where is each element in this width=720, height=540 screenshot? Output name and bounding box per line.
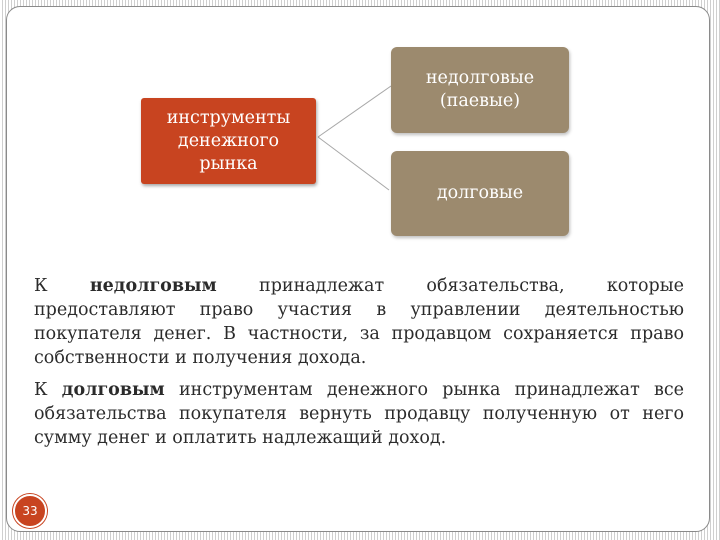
root-node-label: инструменты денежного рынка (166, 107, 291, 174)
paragraph-non-debt (34, 274, 684, 370)
branch-node-debt-label: долговые (436, 183, 524, 203)
page-number-badge (13, 494, 47, 528)
branch-node-non-debt-label: недолговые (паевые) (425, 68, 535, 111)
body-text (34, 274, 684, 450)
paragraph-debt-body: инструментам денежного рынка принадлежат все обязательства покупателя вернуть продавцу полученную от него сумму денег и оплатить надлежащий доход. (34, 380, 684, 448)
keyword-debt: долговым (61, 380, 165, 400)
keyword-non-debt: недолговым (89, 276, 217, 296)
slide-frame (6, 6, 710, 532)
page-number: 33 (22, 504, 38, 518)
paragraph-non-debt-body: принадлежат обязательства, которые предоставляют право участия в управлении деятельностью покупателя денег. В частности, за продавцом сохраняется право собственности и получения дохода. (34, 276, 685, 368)
paragraph-debt (34, 378, 684, 450)
branch-node-debt (391, 151, 569, 236)
paragraph-non-debt-prefix: К (34, 276, 90, 296)
paragraph-debt-prefix: К (34, 380, 62, 400)
root-node-money-market-instruments (141, 98, 316, 184)
branch-node-non-debt (391, 47, 569, 133)
